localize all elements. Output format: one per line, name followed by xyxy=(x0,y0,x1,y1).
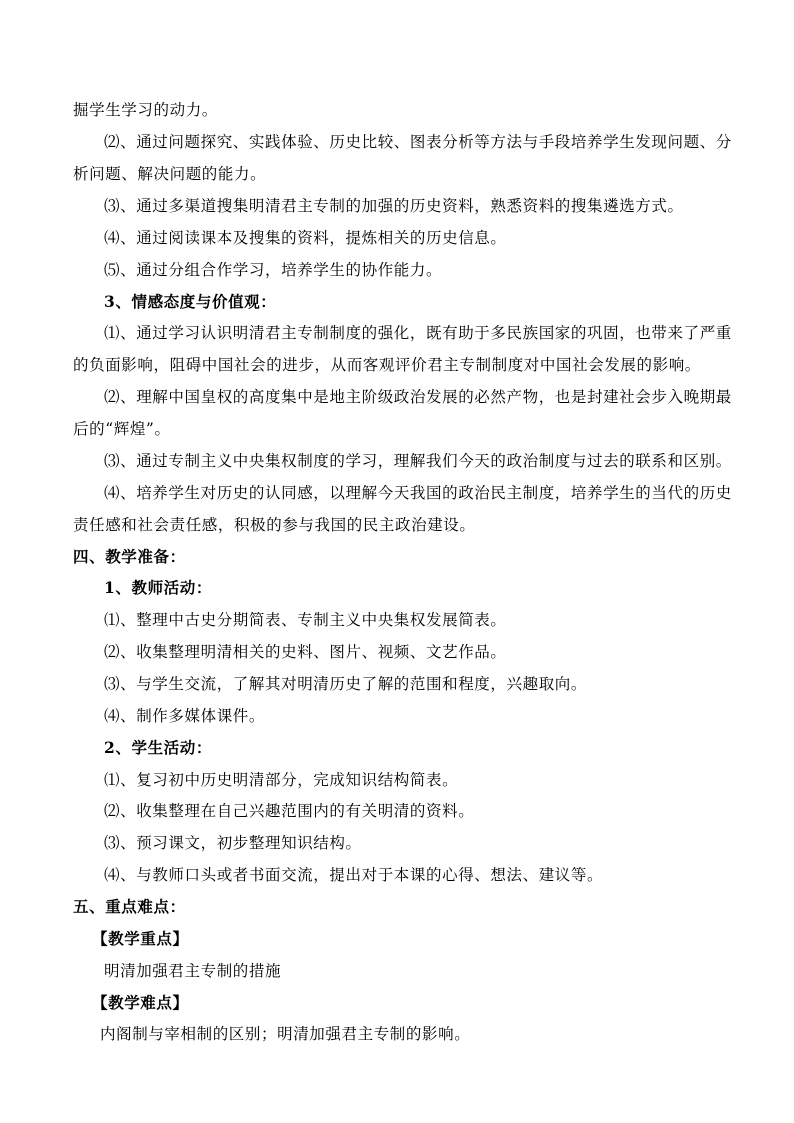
subheading-key-point: 【教学重点】 xyxy=(92,929,189,948)
text-line-25: ⑷、与教师口头或者书面交流，提出对于本课的心得、想法、建议等。 xyxy=(104,866,604,884)
section-heading-key-points: 五、重点难点： xyxy=(73,897,186,916)
text-line-11: 后的“辉煌”。 xyxy=(73,420,171,438)
text-line-4: ⑶、通过多渠道搜集明清君主专制的加强的历史资料，熟悉资料的搜集遴选方式。 xyxy=(104,197,684,215)
text-line-22: ⑴、复习初中历史明清部分，完成知识结构简表。 xyxy=(104,771,459,789)
text-line-10: ⑵、理解中国皇权的高度集中是地主阶级政治发展的必然产物，也是封建社会步入晚期最 xyxy=(104,388,732,406)
text-line-28: 明清加强君主专制的措施 xyxy=(104,962,282,980)
text-line-24: ⑶、预习课文，初步整理知识结构。 xyxy=(104,834,362,852)
section-heading-attitude: 3、情感态度与价值观： xyxy=(104,292,277,311)
text-line-12: ⑶、通过专制主义中央集权制度的学习，理解我们今天的政治制度与过去的联系和区别。 xyxy=(104,452,732,470)
text-line-6: ⑸、通过分组合作学习，培养学生的协作能力。 xyxy=(104,261,443,279)
text-line-18: ⑵、收集整理明清相关的史料、图片、视频、文艺作品。 xyxy=(104,643,507,661)
text-line-2: ⑵、通过问题探究、实践体验、历史比较、图表分析等方法与手段培养学生发现问题、分 xyxy=(104,133,732,151)
section-heading-preparation: 四、教学准备： xyxy=(73,547,186,566)
text-line-5: ⑷、通过阅读课本及搜集的资料，提炼相关的历史信息。 xyxy=(104,229,507,247)
text-line-30: 内阁制与宰相制的区别；明清加强君主专制的影响。 xyxy=(100,1025,471,1043)
text-line-1: 掘学生学习的动力。 xyxy=(73,101,218,119)
subheading-teacher-activity: 1、教师活动： xyxy=(104,578,212,597)
subheading-difficult-point: 【教学难点】 xyxy=(92,993,189,1012)
text-line-23: ⑵、收集整理在自己兴趣范围内的有关明清的资料。 xyxy=(104,802,475,820)
text-line-20: ⑷、制作多媒体课件。 xyxy=(104,707,266,725)
text-line-3: 析问题、解决问题的能力。 xyxy=(73,165,267,183)
subheading-student-activity: 2、学生活动： xyxy=(104,738,212,757)
text-line-8: ⑴、通过学习认识明清君主专制制度的强化，既有助于多民族国家的巩固，也带来了严重 xyxy=(104,324,732,342)
text-line-17: ⑴、整理中古史分期简表、专制主义中央集权发展简表。 xyxy=(104,611,507,629)
text-line-19: ⑶、与学生交流，了解其对明清历史了解的范围和程度，兴趣取向。 xyxy=(104,675,588,693)
text-line-14: 责任感和社会责任感，积极的参与我国的民主政治建设。 xyxy=(73,516,476,534)
text-line-9: 的负面影响，阻碍中国社会的进步，从而客观评价君主专制制度对中国社会发展的影响。 xyxy=(73,356,701,374)
text-line-13: ⑷、培养学生对历史的认同感，以理解今天我国的政治民主制度，培养学生的当代的历史 xyxy=(104,484,732,502)
